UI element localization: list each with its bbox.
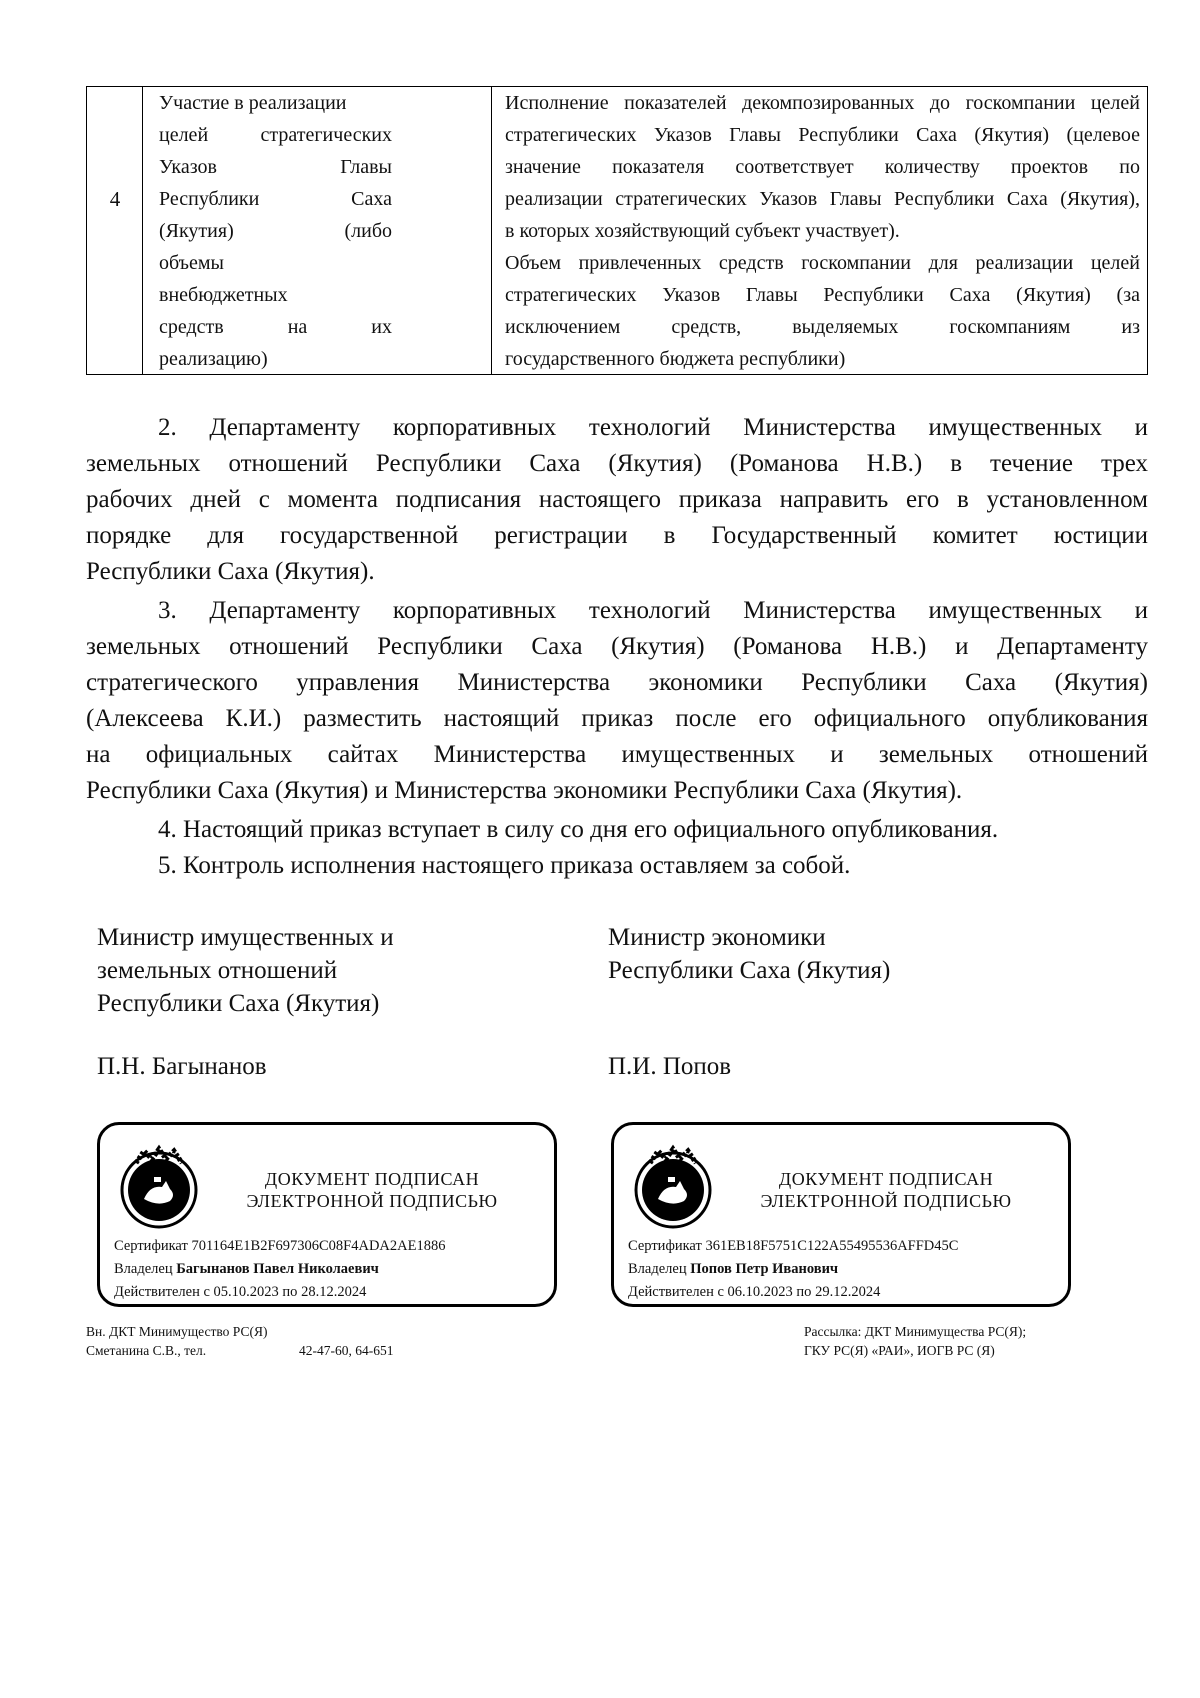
name-line: реализацию) (159, 348, 268, 370)
description-line: стратегических Указов Главы Республики Саха (Якутия) (за (505, 284, 1140, 306)
stamp-owner-row (114, 1261, 379, 1278)
name-line: (Якутия) (либо (159, 220, 392, 242)
paragraph-4 (86, 812, 1148, 848)
footer-distribution (804, 1322, 1026, 1360)
description-line: государственного бюджета республики) (505, 348, 846, 370)
valid-label: Действителен с (628, 1284, 724, 1300)
name-line: Республики Саха (159, 188, 392, 210)
stamp-certificate-row (628, 1238, 958, 1255)
paragraph-line: земельных отношений Республики Саха (Якутия) (Романова Н.В.) в течение трех (86, 450, 1148, 477)
stamp-heading: ДОКУМЕНТ ПОДПИСАН (264, 1169, 480, 1189)
e-signature-stamp (611, 1122, 1071, 1307)
owner-label: Владелец (114, 1261, 173, 1277)
name-line: Участие в реализации (159, 92, 347, 114)
paragraph-line: Республики Саха (Якутия). (86, 558, 375, 585)
description-line: Исполнение показателей декомпозированных до госкомпании целей (505, 92, 1140, 114)
valid-from: 05.10.2023 (213, 1284, 279, 1300)
stamp-validity-row (628, 1284, 880, 1301)
description-line: стратегических Указов Главы Республики Саха (Якутия) (целевое (505, 124, 1140, 146)
valid-to-label: по (282, 1284, 298, 1300)
certificate-label: Сертификат (628, 1238, 702, 1254)
title-line: Республики Саха (Якутия) (97, 990, 380, 1017)
stamp-heading: ЭЛЕКТРОННОЙ ПОДПИСЬЮ (246, 1191, 498, 1211)
paragraph-3 (86, 593, 1148, 809)
paragraph-5 (86, 848, 1148, 884)
title-line: земельных отношений (97, 957, 338, 984)
stamp-certificate-row (114, 1238, 446, 1255)
description-line: реализации стратегических Указов Главы Республики Саха (Якутия), (505, 188, 1140, 210)
certificate-label: Сертификат (114, 1238, 188, 1254)
paragraph-line: на официальных сайтах Министерства имущественных и земельных отношений (86, 741, 1148, 768)
stamp-validity-row (114, 1284, 366, 1301)
paragraph-line: 5. Контроль исполнения настоящего приказа оставляем за собой. (158, 852, 851, 879)
valid-to: 29.12.2024 (815, 1284, 881, 1300)
name-line: средств на их (159, 316, 392, 338)
certificate-number: 701164E1B2F697306C08F4ADA2AE1886 (191, 1238, 446, 1254)
title-line: Республики Саха (Якутия) (608, 957, 891, 984)
paragraph-line: рабочих дней с момента подписания настоящего приказа направить его в установленном (86, 486, 1148, 513)
title-line: Министр имущественных и (97, 924, 394, 951)
signatory-1-name: П.Н. Багынанов (97, 1053, 267, 1080)
signatory-2-name: П.И. Попов (608, 1053, 732, 1080)
e-signature-stamp (97, 1122, 557, 1307)
stamp-owner-row (628, 1261, 838, 1278)
paragraph-line: порядке для государственной регистрации в Государственный комитет юстиции (86, 522, 1148, 549)
table-cell-indicator-name (143, 87, 492, 374)
table-cell-description (492, 87, 1147, 374)
signatory-2-title (608, 921, 890, 987)
description-line: в которых хозяйствующий субъект участвует). (505, 220, 900, 242)
footer-line: Сметанина С.В., тел. (86, 1343, 207, 1358)
valid-from: 06.10.2023 (727, 1284, 793, 1300)
footer-contact (86, 1341, 394, 1360)
row-number: 4 (109, 187, 121, 211)
description-line: значение показателя соответствует количеству проектов по (505, 156, 1140, 178)
name-line: целей стратегических (159, 124, 392, 146)
name-line: объемы (159, 252, 224, 274)
paragraph-line: стратегического управления Министерства экономики Республики Саха (Якутия) (86, 669, 1148, 696)
description-line: исключением средств, выделяемых госкомпаниям из (505, 316, 1140, 338)
valid-to: 28.12.2024 (301, 1284, 367, 1300)
stamp-heading: ЭЛЕКТРОННОЙ ПОДПИСЬЮ (760, 1191, 1012, 1211)
paragraph-line: 2. Департаменту корпоративных технологий Министерства имущественных и (158, 414, 1148, 441)
description-line: Объем привлеченных средств госкомпании для реализации целей (505, 252, 1140, 274)
paragraph-line: земельных отношений Республики Саха (Якутия) (Романова Н.В.) и Департаменту (86, 633, 1148, 660)
paragraph-line: 4. Настоящий приказ вступает в силу со дня его официального опубликования. (158, 816, 999, 843)
certificate-number: 361EB18F5751C122A55495536AFFD45C (705, 1238, 959, 1254)
owner-name: Багынанов Павел Николаевич (176, 1261, 379, 1277)
paragraph-line: Республики Саха (Якутия) и Министерства экономики Республики Саха (Якутия). (86, 777, 963, 804)
owner-name: Попов Петр Иванович (690, 1261, 839, 1277)
name-line: Указов Главы (159, 156, 392, 178)
table-cell-number (87, 87, 143, 374)
footer-line: ГКУ РС(Я) «РАИ», ИОГВ РС (Я) (804, 1343, 995, 1358)
stamp-heading: ДОКУМЕНТ ПОДПИСАН (778, 1169, 994, 1189)
footer-line: Рассылка: ДКТ Минимущества РС(Я); (804, 1324, 1027, 1339)
paragraph-2 (86, 410, 1148, 590)
paragraph-line: 3. Департаменту корпоративных технологий Министерства имущественных и (158, 597, 1148, 624)
signatory-1-title (97, 921, 394, 1020)
title-line: Министр экономики (608, 924, 826, 951)
valid-to-label: по (796, 1284, 812, 1300)
owner-label: Владелец (628, 1261, 687, 1277)
name-line: внебюджетных (159, 284, 288, 306)
footer-executor (86, 1322, 394, 1360)
indicator-table (86, 86, 1148, 375)
paragraph-line: (Алексеева К.И.) разместить настоящий приказ после его официального опубликования (86, 705, 1148, 732)
footer-line: Вн. ДКТ Минимущество РС(Я) (86, 1324, 268, 1339)
footer-phone: 42-47-60, 64-651 (299, 1343, 394, 1358)
valid-label: Действителен с (114, 1284, 210, 1300)
